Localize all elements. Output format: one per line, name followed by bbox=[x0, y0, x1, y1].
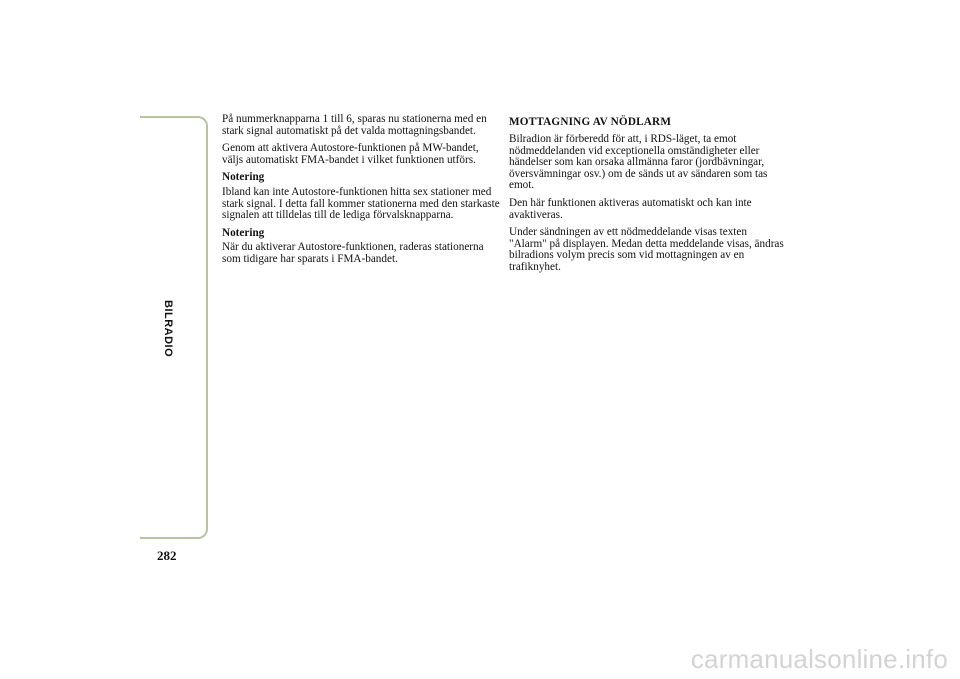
paragraph-emergency-reception: Bilradion är förberedd för att, i RDS-läget, ta emot nödmeddelanden vid exceptionella omständigheter eller händelser som kan orsaka allmänna faror (jordbävningar, översvämningar osv.) om de sänds ut av sändaren som tas emot. bbox=[509, 133, 768, 192]
watermark-text: carmanualsonline.info bbox=[690, 644, 948, 674]
paragraph-autostore-mw: Genom att aktivera Autostore-funktionen på MW-bandet, väljs automatiskt FMA-bandet i vilket funktionen utförs. bbox=[222, 142, 479, 166]
section-heading-emergency: MOTTAGNING AV NÖDLARM bbox=[509, 116, 672, 128]
note-text: Ibland kan inte Autostore-funktionen hitta sex stationer med stark signal. I detta fall kommer stationerna med den starkaste signalen att tilldelas till de lediga förvalsknapparna. bbox=[222, 185, 500, 222]
note-heading: Notering bbox=[222, 226, 265, 239]
paragraph-autostore-saving: På nummerknapparna 1 till 6, sparas nu stationerna med en stark signal automatiskt på det valda mottagningsbandet. bbox=[222, 113, 487, 137]
right-text-column bbox=[509, 134, 787, 280]
note-heading: Notering bbox=[222, 171, 265, 184]
paragraph-auto-activation: Den här funktionen aktiveras automatiskt och kan inte avaktiveras. bbox=[509, 196, 752, 221]
section-tab-label: BILRADIO bbox=[162, 300, 174, 358]
note-text: När du aktiverar Autostore-funktionen, raderas stationerna som tidigare har sparats i FMA-bandet. bbox=[222, 241, 484, 265]
page-number: 282 bbox=[157, 548, 177, 563]
paragraph-alarm-display: Under sändningen av ett nödmeddelande visas texten "Alarm" på displayen. Medan detta meddelande visas, ändras bilradions volym precis som vid mottagningen av en trafiknyhet. bbox=[509, 226, 784, 273]
page-side-frame bbox=[140, 116, 208, 539]
left-text-column bbox=[222, 114, 500, 272]
